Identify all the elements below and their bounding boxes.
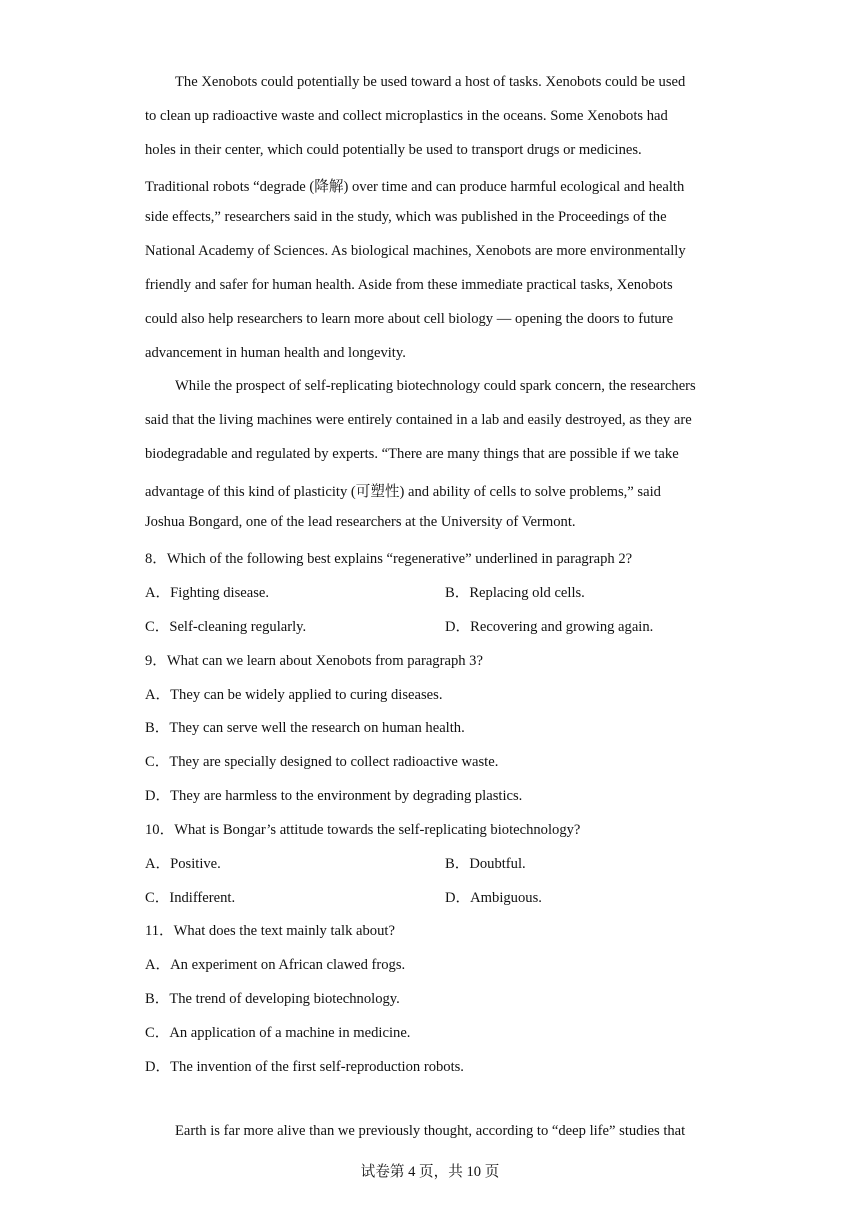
text-line: advantage of this kind of plasticity (可塑性) and ability of cells to solve problems,” said bbox=[145, 484, 661, 500]
option-d: D．Recovering and growing again. bbox=[445, 619, 654, 635]
option-c: C．Indifferent. bbox=[145, 890, 236, 906]
option-d: D．They are harmless to the environment by degrading plastics. bbox=[145, 788, 523, 804]
option-a: A．They can be widely applied to curing diseases. bbox=[145, 687, 443, 703]
text-line: Joshua Bongard, one of the lead researchers at the University of Vermont. bbox=[145, 514, 576, 530]
text-line: National Academy of Sciences. As biological machines, Xenobots are more environmentally bbox=[145, 243, 686, 259]
option-c: C．They are specially designed to collect radioactive waste. bbox=[145, 754, 499, 770]
text-line: said that the living machines were entirely contained in a lab and easily destroyed, as they are bbox=[145, 412, 692, 428]
option-b: B．The trend of developing biotechnology. bbox=[145, 991, 400, 1007]
question-stem: 8．Which of the following best explains “regenerative” underlined in paragraph 2? bbox=[145, 551, 633, 567]
text-line: side effects,” researchers said in the study, which was published in the Proceedings of the bbox=[145, 209, 667, 225]
option-d: D．The invention of the first self-reproduction robots. bbox=[145, 1059, 464, 1075]
option-b: B．Replacing old cells. bbox=[445, 585, 585, 601]
option-a: A．Fighting disease. bbox=[145, 585, 270, 601]
option-c: C．An application of a machine in medicine. bbox=[145, 1025, 411, 1041]
option-b: B．Doubtful. bbox=[445, 856, 526, 872]
option-d: D．Ambiguous. bbox=[445, 890, 542, 906]
option-a: A．Positive. bbox=[145, 856, 221, 872]
text-line: could also help researchers to learn more about cell biology — opening the doors to future bbox=[145, 311, 674, 327]
option-b: B．They can serve well the research on human health. bbox=[145, 720, 465, 736]
question-stem: 11．What does the text mainly talk about? bbox=[145, 923, 395, 939]
text-line: advancement in human health and longevity. bbox=[145, 345, 406, 361]
text-line: friendly and safer for human health. Aside from these immediate practical tasks, Xenobots bbox=[145, 277, 673, 293]
question-stem: 10．What is Bongar’s attitude towards the self-replicating biotechnology? bbox=[145, 822, 581, 838]
text-line: biodegradable and regulated by experts. “There are many things that are possible if we take bbox=[145, 446, 679, 462]
page-footer: 试卷第 4 页，共 10 页 bbox=[360, 1164, 500, 1180]
text-line: Traditional robots “degrade (降解) over time and can produce harmful ecological and health bbox=[145, 179, 685, 195]
option-a: A．An experiment on African clawed frogs. bbox=[145, 957, 406, 973]
text-line: The Xenobots could potentially be used toward a host of tasks. Xenobots could be used bbox=[175, 74, 686, 90]
text-line: to clean up radioactive waste and collect microplastics in the oceans. Some Xenobots had bbox=[145, 108, 668, 124]
text-line: holes in their center, which could potentially be used to transport drugs or medicines. bbox=[145, 142, 642, 158]
option-c: C．Self-cleaning regularly. bbox=[145, 619, 307, 635]
text-line: While the prospect of self-replicating biotechnology could spark concern, the researchers bbox=[175, 378, 696, 394]
next-passage-first-line: Earth is far more alive than we previously thought, according to “deep life” studies that bbox=[175, 1123, 686, 1139]
question-stem: 9．What can we learn about Xenobots from paragraph 3? bbox=[145, 653, 483, 669]
